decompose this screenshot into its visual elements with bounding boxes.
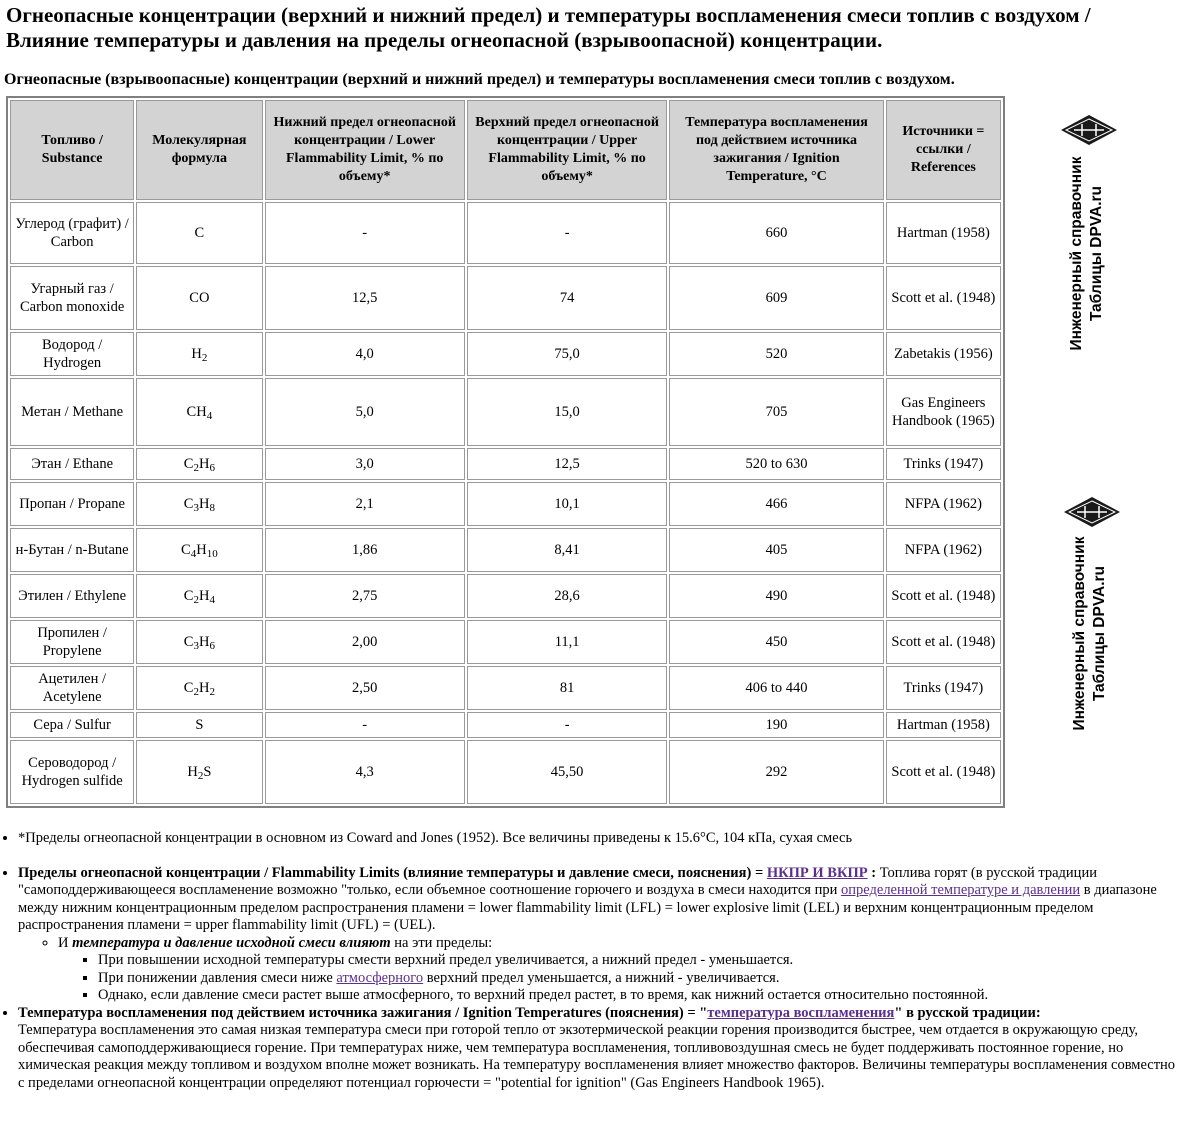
formula-cell: $CH_4$ bbox=[136, 378, 262, 446]
reference-cell: Zabetakis (1956) bbox=[886, 332, 1001, 376]
upper-limit-cell: 75,0 bbox=[467, 332, 667, 376]
upper-limit-cell: 10,1 bbox=[467, 482, 667, 526]
side-label-top bbox=[1067, 146, 1107, 361]
atmospheric-link[interactable]: атмосферного bbox=[336, 969, 424, 986]
substance-cell: Пропан / Propane bbox=[10, 482, 134, 526]
page-title: Огнеопасные концентрации (верхний и нижний предел) и температуры воспламенения смеси топлив с воздухом / Влияние температуры и давления на пределы огнеопасной (взрывоопасной) концентрации. bbox=[6, 3, 1091, 52]
side-label-bottom bbox=[1070, 526, 1110, 741]
lower-limit-cell: - bbox=[265, 202, 465, 264]
formula-cell: C bbox=[136, 202, 262, 264]
ignition-temp-cell: 660 bbox=[669, 202, 883, 264]
ignition-temperature-link[interactable]: температура воспламенения bbox=[707, 1004, 895, 1021]
formula-cell: $C_2H_6$ bbox=[136, 448, 262, 480]
lower-limit-cell: 12,5 bbox=[265, 266, 465, 330]
lower-limit-cell: 2,50 bbox=[265, 666, 465, 710]
header-references: Источники = ссылки / References bbox=[886, 100, 1001, 200]
table-row bbox=[10, 666, 1001, 710]
upper-limit-cell: 81 bbox=[467, 666, 667, 710]
lower-limit-cell: 4,0 bbox=[265, 332, 465, 376]
ignition-temp-cell: 520 bbox=[669, 332, 883, 376]
header-ignition-temp: Температура воспламенения под действием источника зажигания / Ignition Temperature, °C bbox=[669, 100, 883, 200]
note-flammability-limits bbox=[18, 865, 1179, 1005]
colon: : bbox=[867, 864, 877, 881]
side-label-line1: Инженерный справочник bbox=[1068, 156, 1085, 351]
substance-cell: Этилен / Ethylene bbox=[10, 574, 134, 618]
ignition-temp-cell: 520 to 630 bbox=[669, 448, 883, 480]
table-row bbox=[10, 528, 1001, 572]
reference-cell: NFPA (1962) bbox=[886, 482, 1001, 526]
table-row bbox=[10, 202, 1001, 264]
side-label-line2: Таблицы DPVA.ru bbox=[1088, 185, 1105, 322]
note-footnote bbox=[18, 830, 1179, 848]
side-logo-top bbox=[1059, 114, 1119, 146]
ignition-temp-cell: 466 bbox=[669, 482, 883, 526]
table-header-row bbox=[10, 100, 1001, 200]
lower-limit-cell: 2,75 bbox=[265, 574, 465, 618]
table-row bbox=[10, 266, 1001, 330]
side-label-line1: Инженерный справочник bbox=[1071, 536, 1088, 731]
formula-cell: $C_3H_8$ bbox=[136, 482, 262, 526]
upper-limit-cell: 28,6 bbox=[467, 574, 667, 618]
formula-cell: S bbox=[136, 712, 262, 738]
substance-cell: н-Бутан / n-Butane bbox=[10, 528, 134, 572]
formula-cell: $C_2H_4$ bbox=[136, 574, 262, 618]
lower-limit-cell: - bbox=[265, 712, 465, 738]
influence-emphasis: температура и давление исходной смеси влияют bbox=[72, 934, 391, 951]
lower-limit-cell: 3,0 bbox=[265, 448, 465, 480]
table-row bbox=[10, 332, 1001, 376]
side-label-line2: Таблицы DPVA.ru bbox=[1091, 565, 1108, 702]
table-body bbox=[10, 202, 1001, 804]
flammability-text-2: в диапазоне между нижним концентрационным пределом распространения пламени = lower flammability limit (LFL) = lower explosive limit (LEL) и верхним концентрационным пределом распространения пламени = upper flammability limit (UFL) = (UEL). bbox=[18, 882, 1157, 933]
reference-cell: Scott et al. (1948) bbox=[886, 740, 1001, 804]
reference-cell: Scott et al. (1948) bbox=[886, 266, 1001, 330]
upper-limit-cell: - bbox=[467, 712, 667, 738]
formula-cell: $H_2S$ bbox=[136, 740, 262, 804]
ignition-temp-cell: 705 bbox=[669, 378, 883, 446]
table-row bbox=[10, 574, 1001, 618]
reference-cell: Scott et al. (1948) bbox=[886, 620, 1001, 664]
flammability-heading: Пределы огнеопасной концентрации / Flammability Limits (влияние температуры и давление смеси, пояснения) = bbox=[18, 864, 767, 881]
header-substance: Топливо / Substance bbox=[10, 100, 134, 200]
formula-cell: CO bbox=[136, 266, 262, 330]
header-lower-limit: Нижний предел огнеопасной концентрации / Lower Flammability Limit, % по объему* bbox=[265, 100, 465, 200]
reference-cell: Hartman (1958) bbox=[886, 712, 1001, 738]
table-row bbox=[10, 378, 1001, 446]
upper-limit-cell: 8,41 bbox=[467, 528, 667, 572]
ignition-heading-end: " в русской традиции: bbox=[894, 1004, 1041, 1021]
bullet-pressure-high: ▪ Однако, если давление смеси растет выше атмосферного, то верхний предел растет, в то время, как нижний остается относительно постоянной. bbox=[98, 987, 1179, 1005]
reference-cell: NFPA (1962) bbox=[886, 528, 1001, 572]
upper-limit-cell: - bbox=[467, 202, 667, 264]
dpva-logo-icon bbox=[1063, 496, 1121, 528]
ignition-temp-cell: 609 bbox=[669, 266, 883, 330]
substance-cell: Пропилен / Propylene bbox=[10, 620, 134, 664]
lower-limit-cell: 4,3 bbox=[265, 740, 465, 804]
formula-cell: $C_2H_2$ bbox=[136, 666, 262, 710]
ignition-temp-cell: 450 bbox=[669, 620, 883, 664]
table-row bbox=[10, 712, 1001, 738]
substance-cell: Ацетилен / Acetylene bbox=[10, 666, 134, 710]
formula-cell: $C_4H_{10}$ bbox=[136, 528, 262, 572]
reference-cell: Trinks (1947) bbox=[886, 666, 1001, 710]
substance-cell: Водород / Hydrogen bbox=[10, 332, 134, 376]
table-row bbox=[10, 448, 1001, 480]
ignition-temp-cell: 292 bbox=[669, 740, 883, 804]
ignition-heading: Температура воспламенения под действием источника зажигания / Ignition Temperatures (пояснения) = " bbox=[18, 1004, 708, 1021]
lower-limit-cell: 2,1 bbox=[265, 482, 465, 526]
table-row bbox=[10, 740, 1001, 804]
substance-cell: Этан / Ethane bbox=[10, 448, 134, 480]
nkpr-vkpr-link[interactable]: НКПР И ВКПР bbox=[766, 864, 868, 881]
lower-limit-cell: 1,86 bbox=[265, 528, 465, 572]
influence-pre: И bbox=[58, 934, 73, 951]
ignition-temp-cell: 190 bbox=[669, 712, 883, 738]
substance-cell: Углерод (графит) / Carbon bbox=[10, 202, 134, 264]
formula-cell: $H_2$ bbox=[136, 332, 262, 376]
reference-cell: Hartman (1958) bbox=[886, 202, 1001, 264]
side-logo-bottom bbox=[1062, 496, 1122, 528]
lower-limit-cell: 5,0 bbox=[265, 378, 465, 446]
table-caption: Огнеопасные (взрывоопасные) концентрации (верхний и нижний предел) и температуры воспламенения смеси топлив с воздухом. bbox=[4, 71, 955, 88]
ignition-temp-cell: 405 bbox=[669, 528, 883, 572]
ignition-temp-cell: 406 to 440 bbox=[669, 666, 883, 710]
flammability-table bbox=[6, 96, 1005, 808]
substance-cell: Угарный газ / Carbon monoxide bbox=[10, 266, 134, 330]
header-upper-limit: Верхний предел огнеопасной концентрации / Upper Flammability Limit, % по объему* bbox=[467, 100, 667, 200]
influence-post: на эти пределы: bbox=[390, 934, 493, 951]
pressure-low-post: верхний предел уменьшается, а нижний - увеличивается. bbox=[423, 969, 780, 986]
ignition-temp-cell: 490 bbox=[669, 574, 883, 618]
reference-cell: Scott et al. (1948) bbox=[886, 574, 1001, 618]
bullet-temperature: ▪ При повышении исходной температуры смести верхний предел увеличивается, а нижний предел - уменьшается. bbox=[98, 952, 1179, 970]
notes-section bbox=[0, 830, 1179, 1092]
table-row bbox=[10, 620, 1001, 664]
header-formula: Молекулярная формула bbox=[136, 100, 262, 200]
temperature-pressure-link[interactable]: определенной температуре и давлении bbox=[841, 882, 1081, 898]
substance-cell: Сероводород / Hydrogen sulfide bbox=[10, 740, 134, 804]
bullet-pressure-low bbox=[98, 970, 1179, 988]
upper-limit-cell: 45,50 bbox=[467, 740, 667, 804]
upper-limit-cell: 12,5 bbox=[467, 448, 667, 480]
pressure-low-pre: При понижении давления смеси ниже bbox=[98, 969, 337, 986]
upper-limit-cell: 74 bbox=[467, 266, 667, 330]
upper-limit-cell: 11,1 bbox=[467, 620, 667, 664]
note-ignition-temperature bbox=[18, 1005, 1179, 1093]
lower-limit-cell: 2,00 bbox=[265, 620, 465, 664]
formula-cell: $C_3H_6$ bbox=[136, 620, 262, 664]
dpva-logo-icon bbox=[1060, 114, 1118, 146]
table-row bbox=[10, 482, 1001, 526]
upper-limit-cell: 15,0 bbox=[467, 378, 667, 446]
ignition-text: Температура воспламенения это самая низкая температура смеси при готорой тепло от экзотермической реакции горения производится быстрее, чем отдается в окружающую среду, обеспечивая самоподдерживающиеся горение. При температурах ниже, чем температура воспламенения, топливовоздушная смесь не будет поддерживать постоянное горение, но химическая реакция между топливом и воздухом вполне может возникать. На температуру воспламенения влияет множество факторов. Величины температуры воспламенения совместно с пределами огнеопасной концентрации определяют потенциал горючести = "potential for ignition" (Gas Engineers Handbook 1965). bbox=[18, 1022, 1176, 1091]
substance-cell: Метан / Methane bbox=[10, 378, 134, 446]
reference-cell: Gas Engineers Handbook (1965) bbox=[886, 378, 1001, 446]
note-influence bbox=[58, 935, 1179, 1005]
substance-cell: Сера / Sulfur bbox=[10, 712, 134, 738]
footnote-text: *Пределы огнеопасной концентрации в основном из Coward and Jones (1952). Все величины приведены к 15.6°C, 104 кПа, сухая смесь bbox=[18, 830, 853, 846]
reference-cell: Trinks (1947) bbox=[886, 448, 1001, 480]
flammability-text-1: Топлива горят (в русской традиции "самоподдерживающееся воспламенение возможно "только, если объемное соотношение горючего и воздуха в смеси находится при bbox=[18, 864, 1097, 898]
